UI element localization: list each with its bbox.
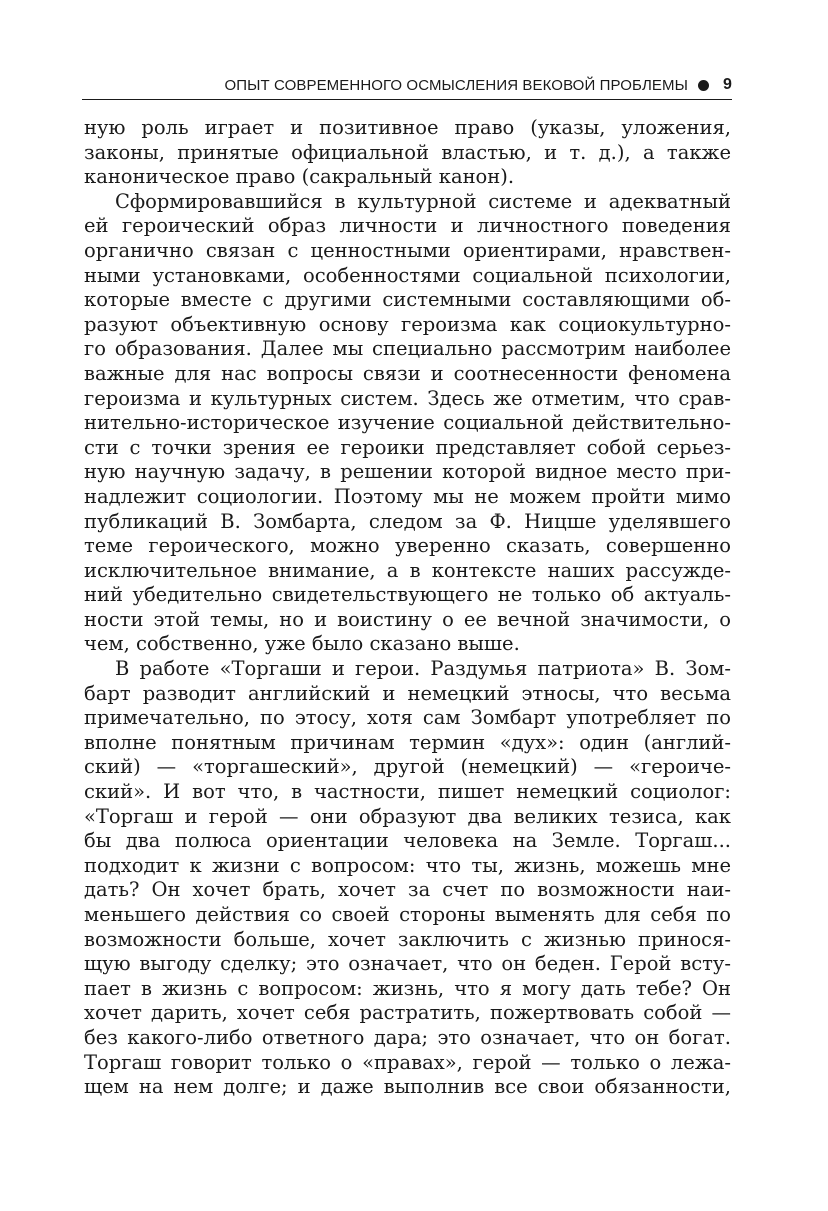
text-line: возможности больше, хочет заключить с жизнью принося- [84, 927, 731, 951]
header-rule [82, 99, 732, 100]
text-line: надлежит социологии. Поэтому мы не можем пройти мимо [84, 484, 731, 508]
text-line: барт разводит английский и немецкий этносы, что весьма [84, 681, 731, 705]
text-line: героизма и культурных систем. Здесь же отметим, что срав- [84, 386, 731, 410]
text-line: В работе «Торгаши и герои. Раздумья патриота» В. Зом- [115, 657, 731, 681]
text-line: щем на нем долге; и даже выполнив все свои обязанности, [84, 1075, 731, 1099]
text-line: ский». И вот что, в частности, пишет немецкий социолог: [84, 780, 731, 804]
text-line: пает в жизнь с вопросом: жизнь, что я могу дать тебе? Он [84, 976, 731, 1000]
text-line: сти с точки зрения ее героики представляет собой серьез- [84, 435, 731, 459]
text-line: Торгаш говорит только о «правах», герой — только о лежа- [84, 1050, 731, 1074]
text-line: чем, собственно, уже было сказано выше. [84, 632, 520, 656]
text-line: ную роль играет и позитивное право (указы, уложения, [84, 116, 731, 139]
running-header [82, 72, 732, 98]
text-line: теме героического, можно уверенно сказать, совершенно [84, 534, 731, 558]
text-line: го образования. Далее мы специально рассмотрим наиболее [84, 337, 731, 361]
text-line: важные для нас вопросы связи и соотнесенности феномена [84, 361, 731, 385]
text-line: «Торгаш и герой — они образуют два великих тезиса, как [84, 804, 731, 828]
text-line: каноническое право (сакральный канон). [84, 165, 515, 189]
text-line: подходит к жизни с вопросом: что ты, жизнь, можешь мне [84, 853, 731, 877]
text-line: ский) — «торгашеский», другой (немецкий) — «героиче- [84, 755, 731, 779]
text-line: без какого-либо ответного дара; это означает, что он богат. [84, 1025, 731, 1049]
text-line: ности этой темы, но и воистину о ее вечной значимости, о [84, 607, 731, 631]
bullet-icon [698, 80, 709, 91]
text-line: ний убедительно свидетельствующего не только об актуаль- [84, 583, 731, 607]
text-line: дать? Он хочет брать, хочет за счет по возможности наи- [84, 878, 731, 902]
page-number: 9 [723, 76, 732, 93]
text-line: бы два полюса ориентации человека на Земле. Торгаш... [84, 829, 731, 853]
body-text [84, 116, 731, 1100]
running-title: ОПЫТ СОВРЕМЕННОГО ОСМЫСЛЕНИЯ ВЕКОВОЙ ПРОБЛЕМЫ [224, 76, 688, 94]
text-line: законы, принятые официальной властью, и т. д.), а также [84, 140, 731, 164]
text-line: нительно-историческое изучение социальной действительно- [84, 411, 731, 435]
text-line: меньшего действия со своей стороны выменять для себя по [84, 903, 731, 926]
text-line: Сформировавшийся в культурной системе и адекватный [115, 189, 731, 213]
text-line: органично связан с ценностными ориентирами, нравствен- [84, 238, 731, 262]
text-line: примечательно, по этосу, хотя сам Зомбарт употребляет по [84, 706, 731, 730]
text-line: разуют объективную основу героизма как социокультурно- [84, 312, 731, 336]
text-line: ную научную задачу, в решении которой видное место при- [84, 460, 731, 484]
text-line: ными установками, особенностями социальной психологии, [84, 263, 731, 287]
text-line: щую выгоду сделку; это означает, что он беден. Герой всту- [84, 952, 731, 976]
text-line: которые вместе с другими системными составляющими об- [84, 288, 731, 312]
text-line: хочет дарить, хочет себя растратить, пожертвовать собой — [84, 1001, 731, 1025]
text-line: публикаций В. Зомбарта, следом за Ф. Ницше уделявшего [84, 509, 731, 533]
text-line: исключительное внимание, а в контексте наших рассужде- [84, 558, 731, 582]
text-line: ей героический образ личности и личностного поведения [84, 214, 731, 238]
text-line: вполне понятным причинам термин «дух»: один (англий- [84, 730, 731, 754]
